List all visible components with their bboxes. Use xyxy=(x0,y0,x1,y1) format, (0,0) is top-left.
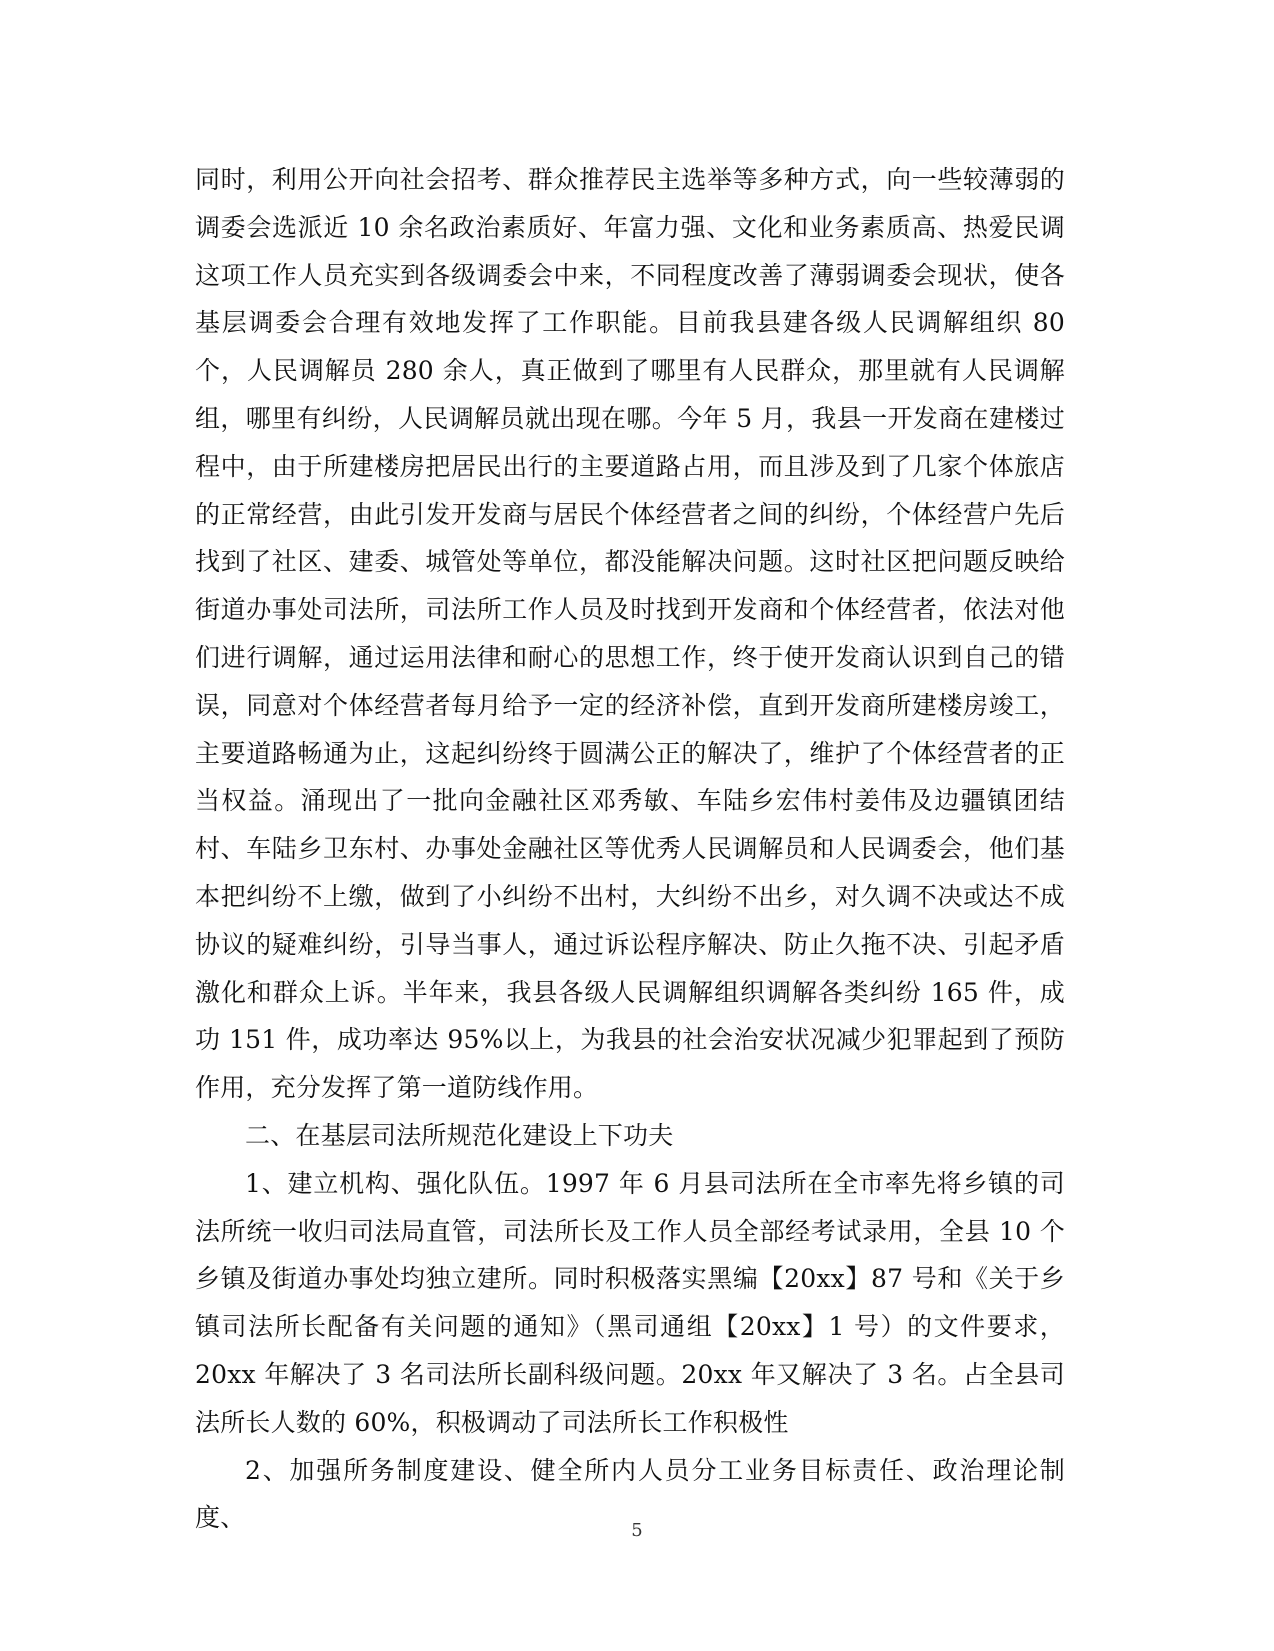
section-heading-judicial-office: 二、在基层司法所规范化建设上下功夫 xyxy=(245,1120,674,1150)
paragraph-institution-building: 1、建立机构、强化队伍。1997 年 6 月县司法所在全市率先将乡镇的司法所统一收归司法局直管，司法所长及工作人员全部经考试录用，全县 10 个乡镇及街道办事处均独立建所。同时积极落实黑编【20xx】87 号和《关于乡镇司法所长配备有关问题的通知》（黑司通组【20xx】1 号）的文件要求，20xx 年解决了 3 名司法所长副科级问题。20xx 年又解决了 3 名。占全县司法所长人数的 60%，积极调动了司法所长工作积极性 xyxy=(195,1168,1065,1437)
paragraph-mediation-summary: 同时，利用公开向社会招考、群众推荐民主选举等多种方式，向一些较薄弱的调委会选派近 10 余名政治素质好、年富力强、文化和业务素质高、热爱民调这项工作人员充实到各级调委会中来，不同程度改善了薄弱调委会现状，使各基层调委会合理有效地发挥了工作职能。目前我县建各级人民调解组织 80 个，人民调解员 280 余人，真正做到了哪里有人民群众，那里就有人民调解组，哪里有纠纷，人民调解员就出现在哪。今年 5 月，我县一开发商在建楼过程中，由于所建楼房把居民出行的主要道路占用，而且涉及到了几家个体旅店的正常经营，由此引发开发商与居民个体经营者之间的纠纷，个体经营户先后找到了社区、建委、城管处等单位，都没能解决问题。这时社区把问题反映给街道办事处司法所，司法所工作人员及时找到开发商和个体经营者，依法对他们进行调解，通过运用法律和耐心的思想工作，终于使开发商认识到自己的错误，同意对个体经营者每月给予一定的经济补偿，直到开发商所建楼房竣工，主要道路畅通为止，这起纠纷终于圆满公正的解决了，维护了个体经营者的正当权益。涌现出了一批向金融社区邓秀敏、车陆乡宏伟村姜伟及边疆镇团结村、车陆乡卫东村、办事处金融社区等优秀人民调解员和人民调委会，他们基本把纠纷不上缴，做到了小纠纷不出村，大纠纷不出乡，对久调不决或达不成协议的疑难纠纷，引导当事人，通过诉讼程序解决、防止久拖不决、引起矛盾激化和群众上诉。半年来，我县各级人民调解组织调解各类纠纷 165 件，成功 151 件，成功率达 95%以上，为我县的社会治安状况减少犯罪起到了预防作用，充分发挥了第一道防线作用。 xyxy=(195,165,1065,1103)
page-number: 5 xyxy=(631,1520,643,1541)
document-body xyxy=(195,156,1065,1542)
paragraph-system-building: 2、加强所务制度建设、健全所内人员分工业务目标责任、政治理论制度、 xyxy=(195,1455,1065,1533)
